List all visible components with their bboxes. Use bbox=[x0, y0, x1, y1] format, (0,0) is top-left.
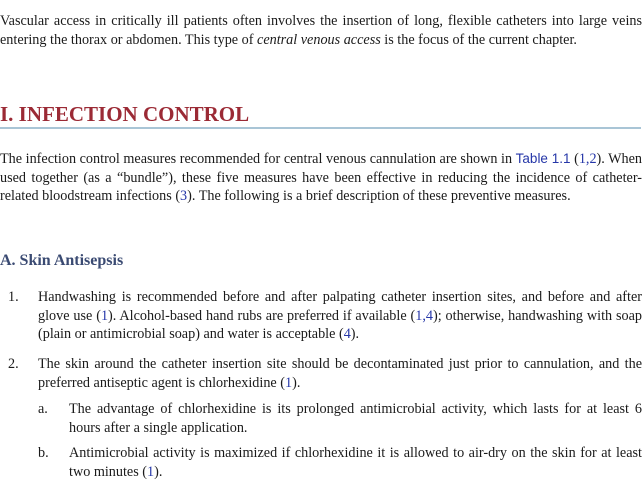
intro-text: Vascular access in critically ill patients often involves the insertion of long, flexible catheters into large veins entering the thorax or abdomen. This type of bbox=[0, 13, 642, 48]
reference-link[interactable]: 1,2 bbox=[578, 151, 597, 167]
table-link[interactable]: Table 1.1 bbox=[515, 151, 571, 166]
list-item bbox=[0, 288, 642, 344]
sub-list-item bbox=[0, 400, 642, 437]
section-heading: I. INFECTION CONTROL bbox=[0, 102, 250, 126]
paragraph-text: ). When used together (as a “bundle”), these five measures have been effective in reducing the incidence of catheter-related bloodstream infections ( bbox=[0, 151, 643, 204]
item-text: ). bbox=[154, 463, 163, 480]
item-text: ); otherwise, handwashing with soap (plain or antimicrobial soap) and water is acceptable ( bbox=[38, 307, 642, 342]
item-text: ). Alcohol-based hand rubs are preferred if available ( bbox=[108, 307, 416, 324]
item-text: Antimicrobial activity is maximized if chlorhexidine it is allowed to air-dry on the skin for at least two minutes ( bbox=[69, 445, 642, 480]
list-item bbox=[0, 355, 642, 392]
item-text: ). bbox=[292, 374, 301, 391]
reference-link[interactable]: 3 bbox=[180, 188, 188, 204]
sub-list-letter: a. bbox=[38, 401, 48, 417]
reference-link[interactable]: 1 bbox=[285, 374, 293, 391]
intro-emphasis: central venous access bbox=[257, 31, 381, 48]
paragraph-text: ). The following is a brief description of these preventive measures. bbox=[187, 188, 571, 204]
list-number: 2. bbox=[8, 356, 19, 372]
list-number: 1. bbox=[8, 289, 19, 305]
intro-text-end: is the focus of the current chapter. bbox=[380, 31, 577, 48]
reference-link[interactable]: 1 bbox=[100, 307, 109, 324]
reference-link[interactable]: 1 bbox=[147, 463, 155, 480]
subsection-heading: A. Skin Antisepsis bbox=[0, 252, 124, 269]
list-item-text bbox=[38, 288, 642, 344]
sub-list-letter: b. bbox=[38, 445, 49, 461]
section-divider bbox=[0, 127, 641, 129]
list-item-text bbox=[38, 355, 642, 392]
paragraph-text: The infection control measures recommended for central venous cannulation are shown in bbox=[0, 151, 516, 167]
section-paragraph bbox=[0, 150, 642, 206]
sub-list-item-text bbox=[69, 444, 642, 481]
intro-paragraph bbox=[0, 12, 642, 49]
sub-list-item-text: The advantage of chlorhexidine is its prolonged antimicrobial activity, which lasts for at least 6 hours after a single application. bbox=[69, 401, 642, 436]
reference-link[interactable]: 1,4 bbox=[415, 307, 433, 324]
sub-list-item bbox=[0, 444, 642, 481]
paragraph-text: ( bbox=[570, 151, 579, 167]
reference-link[interactable]: 4 bbox=[343, 326, 351, 342]
item-text: ). bbox=[350, 326, 360, 342]
item-text: The skin around the catheter insertion site should be decontaminated just prior to cannulation, and the preferred antiseptic agent is chlorhexidine ( bbox=[38, 356, 642, 391]
item-text: Handwashing is recommended before and after palpating catheter insertion sites, and before and after glove use ( bbox=[38, 289, 642, 324]
